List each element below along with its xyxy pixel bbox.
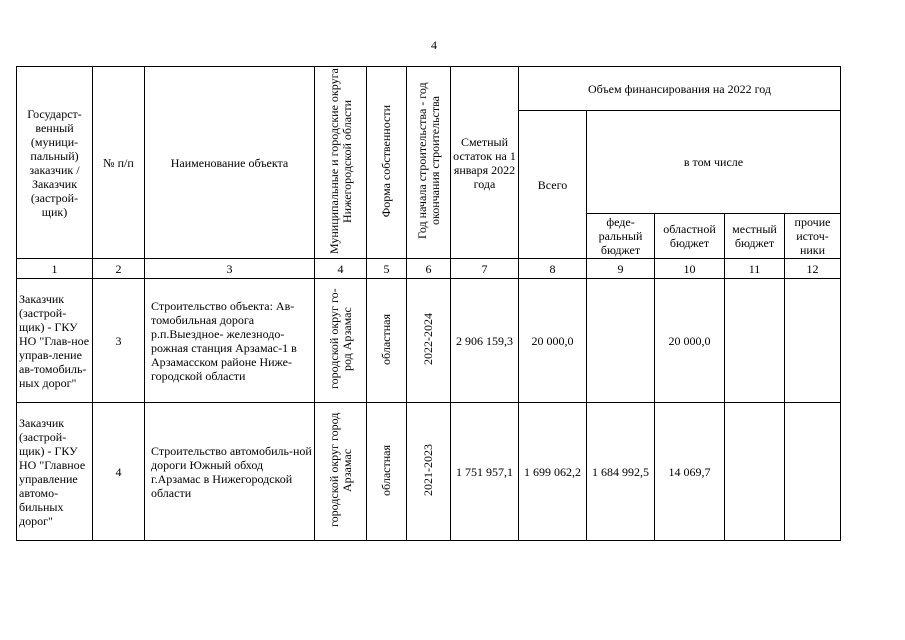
header-local: местный бюджет — [725, 214, 785, 259]
column-number: 4 — [315, 259, 367, 279]
cell-estimated-balance: 2 906 159,3 — [451, 279, 519, 403]
column-number-row — [17, 259, 841, 279]
header-municipality: Муниципальные и городские округа Нижегородской области — [326, 68, 354, 254]
cell-num: 4 — [93, 403, 145, 541]
years-text: 2022-2024 — [421, 313, 435, 365]
cell-municipality — [315, 403, 367, 541]
header-years: Год начала строительства - год окончания строительства — [414, 82, 442, 240]
cell-total: 1 699 062,2 — [519, 403, 587, 541]
table-row — [17, 403, 841, 541]
column-number: 10 — [655, 259, 725, 279]
cell-customer: Заказчик (застрой-щик) - ГКУ НО "Главное управление автомо-бильных дорог" — [17, 403, 93, 541]
cell-ownership — [367, 279, 407, 403]
cell-estimated-balance: 1 751 957,1 — [451, 403, 519, 541]
cell-regional: 20 000,0 — [655, 279, 725, 403]
column-number: 6 — [407, 259, 451, 279]
column-number: 3 — [145, 259, 315, 279]
cell-ownership — [367, 403, 407, 541]
cell-local — [725, 403, 785, 541]
header-funding-volume: Объем финансирования на 2022 год — [519, 67, 841, 111]
cell-num: 3 — [93, 279, 145, 403]
financing-table — [16, 66, 841, 541]
cell-federal — [587, 279, 655, 403]
header-customer: Государст-венный (муници-пальный) заказчик / Заказчик (застрой-щик) — [17, 67, 93, 259]
cell-local — [725, 279, 785, 403]
years-text: 2021-2023 — [421, 444, 435, 496]
header-federal: феде-ральный бюджет — [587, 214, 655, 259]
municipality-text: городской округ город Арзамас — [326, 412, 354, 528]
cell-federal: 1 684 992,5 — [587, 403, 655, 541]
cell-total: 20 000,0 — [519, 279, 587, 403]
ownership-text: областная — [379, 444, 393, 496]
column-number: 2 — [93, 259, 145, 279]
cell-years — [407, 279, 451, 403]
cell-object-name: Строительство объекта: Ав-томобильная дорога р.п.Выездное- железнодо-рожная станция Арзамас-1 в Арзамасском районе Ниже-городской области — [145, 279, 315, 403]
column-number: 7 — [451, 259, 519, 279]
column-number: 9 — [587, 259, 655, 279]
header-including: в том числе — [587, 111, 841, 214]
cell-other — [785, 403, 841, 541]
header-total: Всего — [519, 111, 587, 259]
cell-municipality — [315, 279, 367, 403]
cell-years — [407, 403, 451, 541]
column-number: 5 — [367, 259, 407, 279]
header-ownership: Форма собственности — [379, 104, 393, 218]
header-object-name: Наименование объекта — [145, 67, 315, 259]
column-number: 11 — [725, 259, 785, 279]
cell-other — [785, 279, 841, 403]
cell-customer: Заказчик (застрой-щик) - ГКУ НО "Глав-ное управ-ление ав-томобиль-ных дорог" — [17, 279, 93, 403]
header-ownership-cell — [367, 67, 407, 259]
header-municipality-cell — [315, 67, 367, 259]
municipality-text: городской округ го-род Арзамас — [326, 288, 354, 390]
header-years-cell — [407, 67, 451, 259]
cell-regional: 14 069,7 — [655, 403, 725, 541]
column-number: 1 — [17, 259, 93, 279]
column-number: 12 — [785, 259, 841, 279]
column-number: 8 — [519, 259, 587, 279]
header-regional: областной бюджет — [655, 214, 725, 259]
header-other: прочие источ-ники — [785, 214, 841, 259]
table-row — [17, 279, 841, 403]
header-num: № п/п — [93, 67, 145, 259]
page-number: 4 — [431, 38, 437, 52]
ownership-text: областная — [379, 313, 393, 365]
header-estimated-balance: Сметный остаток на 1 января 2022 года — [451, 67, 519, 259]
cell-object-name: Строительство автомобиль-ной дороги Южный обход г.Арзамас в Нижегородской области — [145, 403, 315, 541]
